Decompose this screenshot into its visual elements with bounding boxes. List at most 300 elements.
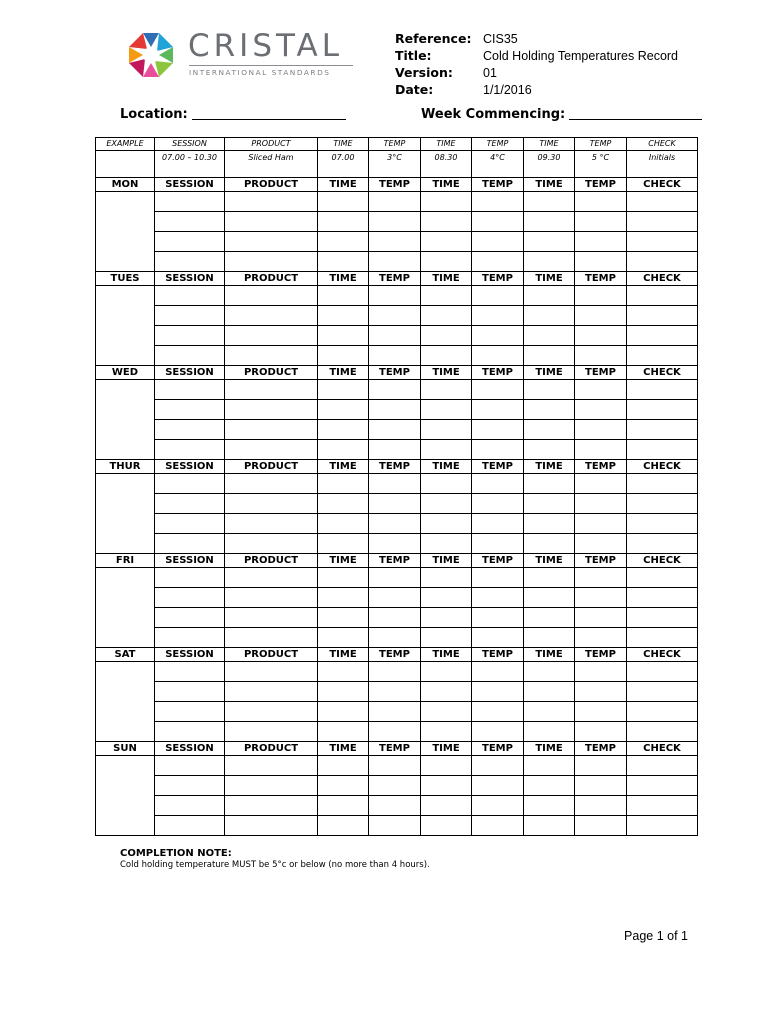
entry-cell[interactable] [369,588,421,608]
entry-cell[interactable] [421,534,472,554]
entry-cell[interactable] [575,702,627,722]
entry-cell[interactable] [524,380,575,400]
entry-cell[interactable] [627,380,698,400]
entry-cell[interactable] [369,796,421,816]
meta-label: Version: [395,65,453,80]
column-header: TEMP [472,648,524,662]
entry-cell[interactable] [421,776,472,796]
entry-cell[interactable] [524,628,575,648]
entry-cell[interactable] [421,608,472,628]
column-header: TEMP [472,272,524,286]
entry-cell[interactable] [575,192,627,212]
entry-cell[interactable] [155,514,225,534]
day-header-row [96,554,698,568]
entry-cell[interactable] [225,796,318,816]
entry-cell[interactable] [627,608,698,628]
entry-cell[interactable] [421,306,472,326]
entry-cell[interactable] [575,306,627,326]
entry-cell[interactable] [369,756,421,776]
entry-cell[interactable] [369,514,421,534]
day-spacer-cell [96,568,155,588]
entry-cell[interactable] [369,326,421,346]
entry-cell[interactable] [369,380,421,400]
entry-cell[interactable] [472,494,524,514]
entry-cell[interactable] [155,816,225,836]
meta-title [395,47,678,64]
entry-cell[interactable] [369,702,421,722]
entry-cell[interactable] [627,682,698,702]
entry-cell[interactable] [318,232,369,252]
column-header: CHECK [627,272,698,286]
entry-cell[interactable] [318,346,369,366]
entry-cell[interactable] [155,440,225,460]
entry-cell[interactable] [421,662,472,682]
entry-cell[interactable] [318,756,369,776]
entry-cell[interactable] [421,400,472,420]
entry-cell[interactable] [575,534,627,554]
entry-cell[interactable] [627,702,698,722]
entry-cell[interactable] [421,756,472,776]
entry-cell[interactable] [318,380,369,400]
week-commencing-label: Week Commencing: [421,107,566,122]
entry-cell[interactable] [225,608,318,628]
entry-cell[interactable] [575,286,627,306]
entry-cell[interactable] [627,306,698,326]
entry-cell[interactable] [318,608,369,628]
entry-cell[interactable] [627,400,698,420]
entry-cell[interactable] [575,722,627,742]
entry-cell[interactable] [524,796,575,816]
entry-cell[interactable] [575,474,627,494]
entry-cell[interactable] [225,306,318,326]
entry-cell[interactable] [318,588,369,608]
entry-cell[interactable] [524,474,575,494]
entry-cell[interactable] [627,514,698,534]
column-header: TEMP [369,178,421,192]
entry-cell[interactable] [155,722,225,742]
entry-cell[interactable] [472,796,524,816]
meta-label: Date: [395,82,434,97]
entry-cell[interactable] [318,400,369,420]
column-header: TIME [524,460,575,474]
log-entry-row [96,796,698,816]
entry-cell[interactable] [225,494,318,514]
entry-cell[interactable] [627,628,698,648]
column-header: TEMP [472,742,524,756]
entry-cell[interactable] [225,756,318,776]
week-commencing-field[interactable] [421,106,702,122]
column-header: TEMP [472,366,524,380]
entry-cell[interactable] [472,420,524,440]
entry-cell[interactable] [627,252,698,272]
entry-cell[interactable] [421,588,472,608]
entry-cell[interactable] [225,588,318,608]
entry-cell[interactable] [472,702,524,722]
log-entry-row [96,628,698,648]
entry-cell[interactable] [369,816,421,836]
entry-cell[interactable] [318,816,369,836]
entry-cell[interactable] [318,568,369,588]
entry-cell[interactable] [472,588,524,608]
entry-cell[interactable] [524,608,575,628]
entry-cell[interactable] [369,682,421,702]
entry-cell[interactable] [155,232,225,252]
column-header: SESSION [155,178,225,192]
entry-cell[interactable] [524,568,575,588]
entry-cell[interactable] [575,212,627,232]
entry-cell[interactable] [524,420,575,440]
entry-cell[interactable] [318,326,369,346]
log-entry-row [96,776,698,796]
example-header-cell: PRODUCT [225,138,318,151]
entry-cell[interactable] [421,232,472,252]
entry-cell[interactable] [524,682,575,702]
entry-cell[interactable] [369,286,421,306]
entry-cell[interactable] [627,232,698,252]
entry-cell[interactable] [318,662,369,682]
entry-cell[interactable] [369,346,421,366]
entry-cell[interactable] [627,326,698,346]
entry-cell[interactable] [318,722,369,742]
week-commencing-blank-line[interactable] [569,106,702,120]
entry-cell[interactable] [155,702,225,722]
entry-cell[interactable] [524,326,575,346]
column-header: PRODUCT [225,460,318,474]
entry-cell[interactable] [627,286,698,306]
column-header: CHECK [627,554,698,568]
entry-cell[interactable] [472,192,524,212]
entry-cell[interactable] [575,494,627,514]
completion-note-title: COMPLETION NOTE: [120,848,232,859]
day-header-row [96,648,698,662]
column-header: SESSION [155,742,225,756]
entry-cell[interactable] [318,420,369,440]
entry-cell[interactable] [472,346,524,366]
entry-cell[interactable] [472,326,524,346]
entry-cell[interactable] [472,608,524,628]
entry-cell[interactable] [155,474,225,494]
entry-cell[interactable] [472,568,524,588]
entry-cell[interactable] [524,756,575,776]
entry-cell[interactable] [472,756,524,776]
entry-cell[interactable] [627,420,698,440]
entry-cell[interactable] [318,306,369,326]
entry-cell[interactable] [575,420,627,440]
entry-cell[interactable] [318,628,369,648]
entry-cell[interactable] [369,420,421,440]
entry-cell[interactable] [225,568,318,588]
location-field[interactable] [120,106,346,122]
entry-cell[interactable] [627,796,698,816]
entry-cell[interactable] [225,252,318,272]
entry-cell[interactable] [369,628,421,648]
entry-cell[interactable] [627,346,698,366]
entry-cell[interactable] [472,628,524,648]
log-entry-row [96,346,698,366]
entry-cell[interactable] [524,514,575,534]
day-spacer-cell [96,494,155,514]
entry-cell[interactable] [575,252,627,272]
entry-cell[interactable] [318,682,369,702]
entry-cell[interactable] [472,306,524,326]
entry-cell[interactable] [575,326,627,346]
entry-cell[interactable] [225,232,318,252]
entry-cell[interactable] [155,306,225,326]
log-entry-row [96,474,698,494]
entry-cell[interactable] [524,534,575,554]
entry-cell[interactable] [369,440,421,460]
brand-name: CRISTAL [188,28,344,64]
entry-cell[interactable] [524,212,575,232]
entry-cell[interactable] [225,420,318,440]
day-spacer-cell [96,346,155,366]
entry-cell[interactable] [524,662,575,682]
entry-cell[interactable] [575,628,627,648]
entry-cell[interactable] [575,776,627,796]
entry-cell[interactable] [155,420,225,440]
entry-cell[interactable] [369,306,421,326]
entry-cell[interactable] [421,326,472,346]
entry-cell[interactable] [225,702,318,722]
entry-cell[interactable] [627,588,698,608]
entry-cell[interactable] [369,252,421,272]
entry-cell[interactable] [575,400,627,420]
entry-cell[interactable] [155,400,225,420]
entry-cell[interactable] [225,514,318,534]
entry-cell[interactable] [627,756,698,776]
entry-cell[interactable] [421,796,472,816]
entry-cell[interactable] [524,588,575,608]
entry-cell[interactable] [575,682,627,702]
entry-cell[interactable] [225,400,318,420]
entry-cell[interactable] [369,568,421,588]
entry-cell[interactable] [524,776,575,796]
entry-cell[interactable] [472,514,524,534]
entry-cell[interactable] [155,192,225,212]
entry-cell[interactable] [318,534,369,554]
day-header-row [96,742,698,756]
example-header-row [96,138,698,151]
entry-cell[interactable] [575,662,627,682]
entry-cell[interactable] [575,568,627,588]
column-header: TIME [524,272,575,286]
entry-cell[interactable] [472,816,524,836]
entry-cell[interactable] [472,722,524,742]
entry-cell[interactable] [155,628,225,648]
column-header: PRODUCT [225,178,318,192]
entry-cell[interactable] [155,252,225,272]
entry-cell[interactable] [318,212,369,232]
entry-cell[interactable] [472,682,524,702]
column-header: TIME [318,178,369,192]
entry-cell[interactable] [627,494,698,514]
entry-cell[interactable] [318,702,369,722]
day-spacer-cell [96,756,155,776]
entry-cell[interactable] [421,722,472,742]
entry-cell[interactable] [472,534,524,554]
entry-cell[interactable] [421,380,472,400]
day-label: FRI [96,554,155,568]
entry-cell[interactable] [627,662,698,682]
entry-cell[interactable] [524,192,575,212]
entry-cell[interactable] [575,796,627,816]
entry-cell[interactable] [318,286,369,306]
entry-cell[interactable] [421,440,472,460]
entry-cell[interactable] [318,514,369,534]
entry-cell[interactable] [225,722,318,742]
entry-cell[interactable] [155,534,225,554]
entry-cell[interactable] [155,662,225,682]
column-header: TIME [318,272,369,286]
entry-cell[interactable] [225,212,318,232]
entry-cell[interactable] [155,776,225,796]
entry-cell[interactable] [225,474,318,494]
entry-cell[interactable] [225,776,318,796]
location-blank-line[interactable] [192,106,346,120]
entry-cell[interactable] [627,568,698,588]
entry-cell[interactable] [575,514,627,534]
entry-cell[interactable] [627,534,698,554]
entry-cell[interactable] [369,192,421,212]
entry-cell[interactable] [421,816,472,836]
entry-cell[interactable] [472,474,524,494]
entry-cell[interactable] [524,722,575,742]
entry-cell[interactable] [318,796,369,816]
column-header: SESSION [155,366,225,380]
entry-cell[interactable] [524,494,575,514]
entry-cell[interactable] [421,682,472,702]
entry-cell[interactable] [421,494,472,514]
entry-cell[interactable] [421,252,472,272]
entry-cell[interactable] [155,494,225,514]
entry-cell[interactable] [472,380,524,400]
entry-cell[interactable] [524,252,575,272]
entry-cell[interactable] [155,796,225,816]
entry-cell[interactable] [369,474,421,494]
entry-cell[interactable] [627,192,698,212]
entry-cell[interactable] [155,568,225,588]
entry-cell[interactable] [225,534,318,554]
entry-cell[interactable] [524,346,575,366]
entry-cell[interactable] [225,662,318,682]
entry-cell[interactable] [421,286,472,306]
entry-cell[interactable] [225,628,318,648]
entry-cell[interactable] [472,252,524,272]
entry-cell[interactable] [155,608,225,628]
entry-cell[interactable] [472,440,524,460]
entry-cell[interactable] [318,474,369,494]
entry-cell[interactable] [421,346,472,366]
entry-cell[interactable] [627,722,698,742]
entry-cell[interactable] [627,212,698,232]
entry-cell[interactable] [472,232,524,252]
entry-cell[interactable] [472,286,524,306]
entry-cell[interactable] [369,232,421,252]
entry-cell[interactable] [421,420,472,440]
day-label: MON [96,178,155,192]
entry-cell[interactable] [225,816,318,836]
entry-cell[interactable] [225,286,318,306]
entry-cell[interactable] [524,306,575,326]
entry-cell[interactable] [155,380,225,400]
entry-cell[interactable] [575,816,627,836]
entry-cell[interactable] [472,212,524,232]
entry-cell[interactable] [472,662,524,682]
entry-cell[interactable] [524,816,575,836]
entry-cell[interactable] [627,816,698,836]
example-value-cell: 3°C [369,151,421,178]
entry-cell[interactable] [155,326,225,346]
entry-cell[interactable] [369,400,421,420]
entry-cell[interactable] [627,474,698,494]
entry-cell[interactable] [318,440,369,460]
entry-cell[interactable] [524,440,575,460]
entry-cell[interactable] [155,212,225,232]
entry-cell[interactable] [155,286,225,306]
entry-cell[interactable] [155,682,225,702]
entry-cell[interactable] [225,326,318,346]
entry-cell[interactable] [369,662,421,682]
entry-cell[interactable] [575,608,627,628]
entry-cell[interactable] [627,776,698,796]
entry-cell[interactable] [575,588,627,608]
entry-cell[interactable] [225,380,318,400]
entry-cell[interactable] [421,628,472,648]
entry-cell[interactable] [421,192,472,212]
log-entry-row [96,662,698,682]
entry-cell[interactable] [575,346,627,366]
entry-cell[interactable] [369,776,421,796]
entry-cell[interactable] [155,588,225,608]
entry-cell[interactable] [575,756,627,776]
entry-cell[interactable] [575,232,627,252]
entry-cell[interactable] [155,756,225,776]
entry-cell[interactable] [627,440,698,460]
entry-cell[interactable] [524,286,575,306]
entry-cell[interactable] [421,702,472,722]
example-header-cell: TEMP [369,138,421,151]
entry-cell[interactable] [575,380,627,400]
entry-cell[interactable] [524,702,575,722]
entry-cell[interactable] [421,474,472,494]
entry-cell[interactable] [369,608,421,628]
entry-cell[interactable] [155,346,225,366]
entry-cell[interactable] [575,440,627,460]
entry-cell[interactable] [472,400,524,420]
example-value-row [96,151,698,178]
entry-cell[interactable] [318,192,369,212]
entry-cell[interactable] [369,494,421,514]
entry-cell[interactable] [225,682,318,702]
entry-cell[interactable] [225,346,318,366]
entry-cell[interactable] [369,722,421,742]
entry-cell[interactable] [225,440,318,460]
entry-cell[interactable] [369,534,421,554]
entry-cell[interactable] [472,776,524,796]
entry-cell[interactable] [318,776,369,796]
entry-cell[interactable] [318,494,369,514]
entry-cell[interactable] [421,568,472,588]
entry-cell[interactable] [369,212,421,232]
day-spacer-cell [96,400,155,420]
entry-cell[interactable] [524,232,575,252]
entry-cell[interactable] [421,212,472,232]
entry-cell[interactable] [318,252,369,272]
log-entry-row [96,608,698,628]
entry-cell[interactable] [225,192,318,212]
entry-cell[interactable] [421,514,472,534]
entry-cell[interactable] [524,400,575,420]
